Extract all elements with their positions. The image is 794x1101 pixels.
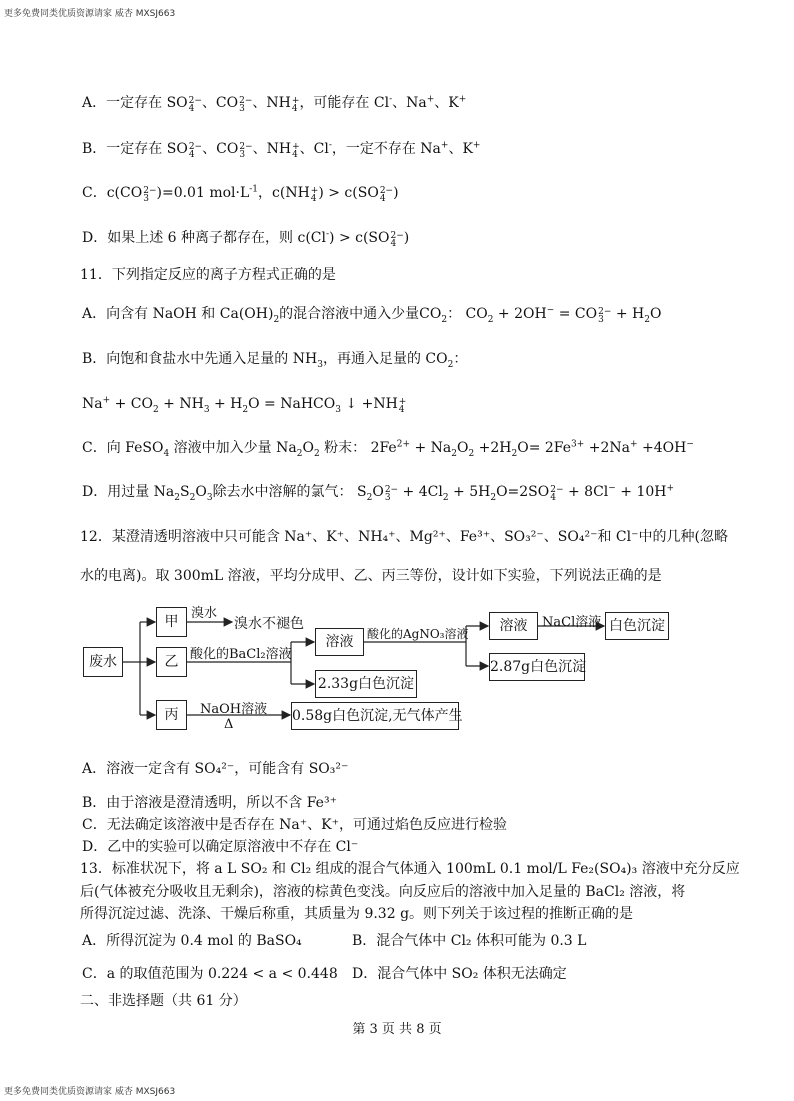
option-text: 向 FeSO: [106, 440, 164, 456]
q10-option-a[interactable]: A．一定存在 SO 2− 4 、CO 2− 3 、NH + 4 ，可能存在 Cl-、Na+、K+: [82, 94, 467, 114]
bromine-result-text: 溴水不褪色: [234, 616, 304, 632]
sample-yi-box: 乙: [156, 647, 187, 677]
precipitate-2-87g-box: 2.87g白色沉淀: [489, 653, 585, 681]
option-label: D．: [82, 230, 108, 246]
option-text: ，一定不存在 Na: [331, 141, 441, 157]
page-number: 第 3 页 共 8 页: [352, 1022, 442, 1037]
solution-box-1: 溶液: [315, 628, 364, 656]
q13-option-d[interactable]: D．混合气体中 SO₂ 体积无法确定: [352, 966, 567, 982]
footer-watermark: 更多免费同类优质资源请家 威杏 MXSJ663: [4, 1087, 176, 1097]
option-label: B．: [82, 141, 107, 157]
q11-option-b[interactable]: B．向饱和食盐水中先通入足量的 $NH_3$，再通入足量的 $CO_2$：: [82, 351, 468, 370]
option-text: 、K: [434, 95, 459, 111]
q13-stem-line1: 13．标准状况下，将 a L SO₂ 和 Cl₂ 组成的混合气体通入 100mL 0.1 mol/L Fe₂(SO₄)₃ 溶液中充分反应: [80, 861, 740, 877]
q13-stem-line2: 后(气体被充分吸收且无剩余)，溶液的棕黄色变浅。向反应后的溶液中加入足量的 BaCl₂ 溶液，将: [80, 884, 686, 900]
option-text: )=0.01 mol·L: [156, 185, 250, 201]
option-text: ) > c(SO: [318, 185, 379, 201]
option-text: 向含有 NaOH 和: [106, 306, 216, 322]
option-text: 、K: [448, 141, 473, 157]
q13-option-b[interactable]: B．混合气体中 Cl₂ 体积可能为 0.3 L: [352, 933, 587, 949]
option-label: A．: [82, 306, 107, 322]
acid-agno3-label: 酸化的AgNO₃溶液: [367, 627, 469, 641]
q13-stem-line3: 所得沉淀过滤、洗涤、干燥后称重，其质量为 9.32 g。则下列关于该过程的推断正确的是: [80, 906, 634, 922]
solution-box-2: 溶液: [489, 612, 538, 640]
q12-stem-line1: 12．某澄清透明溶液中只可能含 Na⁺、K⁺、NH₄⁺、Mg²⁺、Fe³⁺、SO₃²⁻、SO₄²⁻和 Cl⁻中的几种(忽略: [80, 529, 728, 545]
q11-option-c[interactable]: C．向 FeSO$_4$ 溶液中加入少量 $Na_2O_2$ 粉末： $2Fe^{2+} + Na_2O_2 +2H_2O= 2Fe^{3+} +2Na^+ +4OH^-$: [82, 439, 694, 459]
option-text: ) > c(SO: [329, 230, 390, 246]
section-2-heading: 二、非选择题（共 61 分）: [80, 993, 247, 1009]
option-label: A．: [82, 95, 107, 111]
option-text: ，再通入足量的 CO: [322, 351, 448, 367]
option-text: 一定存在: [106, 95, 163, 111]
option-text: 粉末：: [319, 440, 367, 456]
waste-water-box: 废水: [83, 647, 123, 677]
q12-stem-line2: 水的电离)。取 300mL 溶液，平均分成甲、乙、丙三等份，设计如下实验，下列说法正确的是: [80, 568, 662, 584]
white-precipitate-box: 白色沉淀: [605, 612, 669, 640]
option-text: c(CO: [106, 185, 143, 201]
q10-option-c[interactable]: C．c(CO 2− 3 )=0.01 $mol\cdot L^{-1}$，c(NH + 4 ) > c(SO 2− 4 ): [82, 184, 399, 204]
precipitate-0-58g-box: 0.58g白色沉淀,无气体产生: [291, 702, 459, 730]
q12-option-a[interactable]: A．溶液一定含有 SO₄²⁻，可能含有 SO₃²⁻: [82, 761, 349, 777]
acid-bacl2-label: 酸化的BaCl₂溶液: [190, 647, 292, 662]
option-label: C．: [82, 185, 107, 201]
q11-option-d[interactable]: D．用过量 $Na_2S_2O_3$除去水中溶解的氯气： $S_2O$ 2− 3 + $4Cl_2 + 5H_2O=2SO$ 2− 4 + 8Cl− + 10H+: [82, 483, 675, 503]
q13-option-a[interactable]: A．所得沉淀为 0.4 mol 的 BaSO₄: [82, 933, 302, 949]
bromine-water-label: 溴水: [191, 606, 218, 621]
option-label: D．: [82, 484, 108, 500]
q12-option-c[interactable]: C．无法确定该溶液中是否存在 Na⁺、K⁺，可通过焰色反应进行检验: [82, 817, 507, 833]
q11-option-b-equation: $Na^+ + CO_2 + NH_3 + H_2O$ = NaHCO$_3$ ↓ +NH + 4: [82, 395, 407, 415]
option-text: 的混合溶液中通入少量: [279, 306, 420, 322]
equation-text: Na: [82, 396, 103, 412]
option-text: 、Cl: [299, 141, 329, 157]
q13-option-c[interactable]: C．a 的取值范围为 0.224 < a < 0.448: [82, 966, 338, 982]
option-text: 、Na: [392, 95, 427, 111]
option-text: 用过量 Na: [107, 484, 175, 500]
option-text: 如果上述 6 种离子都存在，则 c(Cl: [107, 230, 326, 246]
option-text: ，c(NH: [258, 185, 310, 201]
q11-option-a[interactable]: A．向含有 NaOH 和 $Ca(OH)_2$的混合溶液中通入少量$CO_2$： $CO_2 + 2OH^-$ = CO 2− 3 + $H_2O$: [82, 305, 662, 325]
option-text: 向饱和食盐水中先通入足量的 NH: [106, 351, 318, 367]
precipitate-2-33g-box: 2.33g白色沉淀: [315, 670, 417, 698]
option-text: ，可能存在 Cl: [299, 95, 390, 111]
sample-jia-box: 甲: [156, 607, 187, 637]
q12-option-b[interactable]: B．由于溶液是澄清透明，所以不含 Fe³⁺: [82, 795, 337, 811]
header-watermark: 更多免费同类优质资源请家 威杏 MXSJ663: [4, 9, 176, 19]
option-text: 一定存在: [106, 141, 163, 157]
nacl-label: NaCl溶液: [542, 615, 602, 630]
q10-option-d[interactable]: D．如果上述 6 种离子都存在，则 c(Cl-) > c(SO 2− 4 ): [82, 229, 410, 249]
q12-option-d[interactable]: D．乙中的实验可以确定原溶液中不存在 Cl⁻: [82, 839, 359, 855]
option-label: C．: [82, 440, 107, 456]
heat-delta-label: Δ: [224, 717, 234, 732]
option-text: 溶液中加入少量 Na: [169, 440, 297, 456]
option-text: 除去水中溶解的氯气：: [212, 484, 353, 500]
naoh-label: NaOH溶液: [200, 702, 268, 717]
option-label: B．: [82, 351, 107, 367]
q10-option-b[interactable]: B．一定存在 SO 2− 4 、CO 2− 3 、NH + 4 、Cl-，一定不存在 Na+、K+: [82, 140, 481, 160]
sample-bing-box: 丙: [156, 700, 187, 730]
q11-stem: 11．下列指定反应的离子方程式正确的是: [80, 267, 336, 283]
